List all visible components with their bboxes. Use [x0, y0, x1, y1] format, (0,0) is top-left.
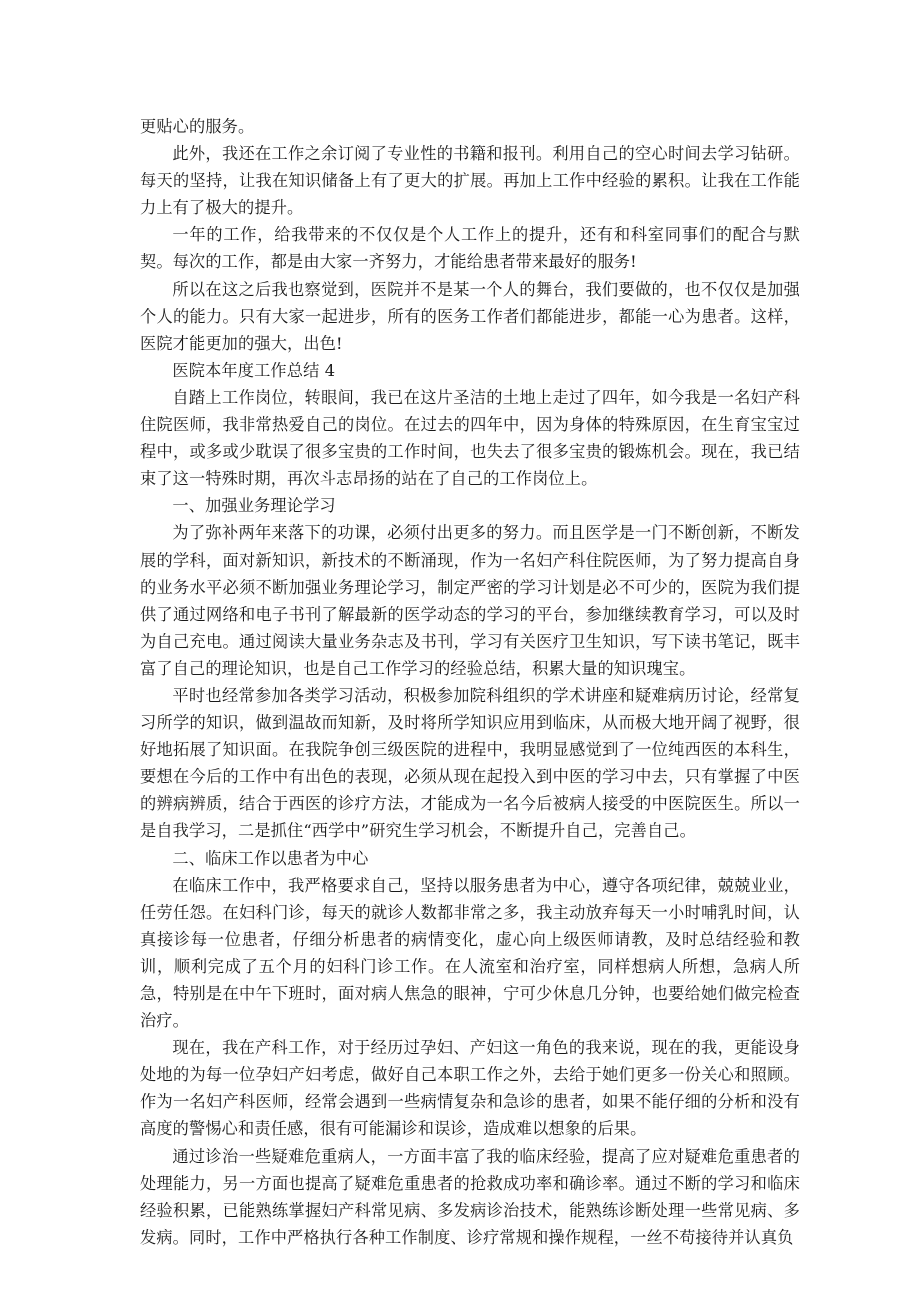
paragraph: 自踏上工作岗位，转眼间，我已在这片圣洁的土地上走过了四年，如今我是一名妇产科住院医师，我非常热爱自己的岗位。在过去的四年中，因为身体的特殊原因，在生育宝宝过程中，或多或少耽误了很多宝贵的工作时间，也失去了很多宝贵的锻炼机会。现在，我已结束了这一特殊时期，再次斗志昂扬的站在了自己的工作岗位上。: [140, 387, 800, 489]
paragraph: 为了弥补两年来落下的功课，必须付出更多的努力。而且医学是一门不断创新，不断发展的学科，面对新知识，新技术的不断涌现，作为一名妇产科住院医师，为了努力提高自身的业务水平必须不断加强业务理论学习，制定严密的学习计划是必不可少的，医院为我们提供了通过网络和电子书刊了解最新的医学动态的学习的平台，参加继续教育学习，可以及时为自己充电。通过阅读大量业务杂志及书刊，学习有关医疗卫生知识，写下读书笔记，既丰富了自己的理论知识，也是自己工作学习的经验总结，积累大量的知识瑰宝。: [140, 523, 800, 678]
paragraph: 一年的工作，给我带来的不仅仅是个人工作上的提升，还有和科室同事们的配合与默契。每次的工作，都是由大家一齐努力，才能给患者带来最好的服务!: [140, 225, 800, 272]
paragraph: 在临床工作中，我严格要求自己，坚持以服务患者为中心，遵守各项纪律，兢兢业业，任劳任怨。在妇科门诊，每天的就诊人数都非常之多，我主动放弃每天一小时哺乳时间，认真接诊每一位患者，仔细分析患者的病情变化，虚心向上级医师请教，及时总结经验和教训，顺利完成了五个月的妇科门诊工作。在人流室和治疗室，同样想病人所想，急病人所急，特别是在中午下班时，面对病人焦急的眼神，宁可少休息几分钟，也要给她们做完检查治疗。: [140, 875, 800, 1031]
paragraph: 通过诊治一些疑难危重病人，一方面丰富了我的临床经验，提高了应对疑难危重患者的处理能力，另一方面也提高了疑难危重患者的抢救成功率和确诊率。通过不断的学习和临床经验积累，已能熟练掌握妇产科常见病、多发病诊治技术，能熟练诊断处理一些常见病、多发病。同时，工作中严格执行各种工作制度、诊疗常规和操作规程，一丝不苟接待并认真负: [140, 1146, 800, 1247]
section-heading: 一、加强业务理论学习: [172, 496, 336, 516]
paragraph: 现在，我在产科工作，对于经历过孕妇、产妇这一角色的我来说，现在的我，更能设身处地的为每一位孕妇产妇考虑，做好自己本职工作之外，去给于她们更多一份关心和照顾。作为一名妇产科医师，经常会遇到一些病情复杂和急诊的患者，如果不能仔细的分析和没有高度的警惕心和责任感，很有可能漏诊和误诊，造成难以想象的后果。: [140, 1038, 800, 1139]
paragraph-continuation: 更贴心的服务。: [140, 117, 255, 136]
section-heading: 医院本年度工作总结 4: [172, 360, 336, 380]
section-heading: 二、临床工作以患者为中心: [172, 848, 369, 868]
document-body: [140, 113, 800, 1251]
paragraph: 所以在这之后我也察觉到，医院并不是某一个人的舞台，我们要做的，也不仅仅是加强个人的能力。只有大家一起进步，所有的医务工作者们都能进步，都能一心为患者。这样，医院才能更加的强大，出色!: [140, 279, 800, 353]
paragraph: 此外，我还在工作之余订阅了专业性的书籍和报刊。利用自己的空心时间去学习钻研。每天的坚持，让我在知识储备上有了更大的扩展。再加上工作中经验的累积。让我在工作能力上有了极大的提升。: [140, 144, 800, 218]
paragraph: 平时也经常参加各类学习活动，积极参加院科组织的学术讲座和疑难病历讨论，经常复习所学的知识，做到温故而知新，及时将所学知识应用到临床，从而极大地开阔了视野，很好地拓展了知识面。在我院争创三级医院的进程中，我明显感觉到了一位纯西医的本科生，要想在今后的工作中有出色的表现，必须从现在起投入到中医的学习中去，只有掌握了中医的辨病辨质，结合于西医的诊疗方法，才能成为一名今后被病人接受的中医院医生。所以一是自我学习，二是抓住“西学中”研究生学习机会，不断提升自己，完善自己。: [140, 685, 800, 841]
